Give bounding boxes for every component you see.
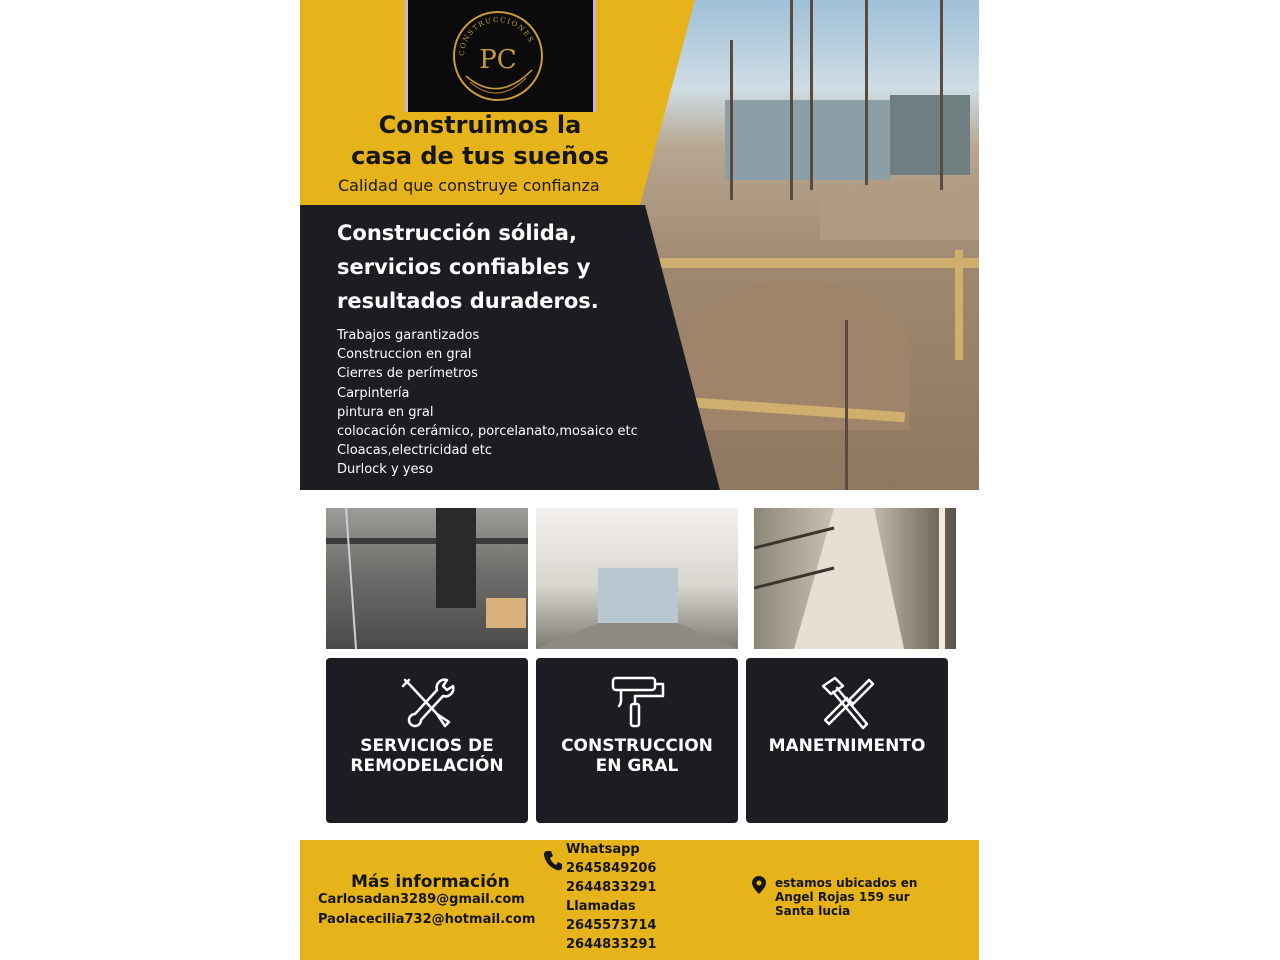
- hero-title: [330, 110, 630, 172]
- card-title-line: REMODELACIÓN: [350, 756, 504, 776]
- dirt-mound: [820, 180, 979, 240]
- phone-icon: [543, 850, 563, 872]
- service-card-remodel: [326, 658, 528, 823]
- phone-number[interactable]: 2644833291: [566, 937, 657, 952]
- phone-label: Whatsapp: [566, 842, 640, 857]
- wood-beam: [660, 258, 979, 268]
- rebar: [730, 40, 733, 200]
- rebar: [810, 0, 813, 190]
- address-line: estamos ubicados en: [775, 876, 918, 890]
- services-headline: [337, 216, 677, 318]
- photo-illustration: [536, 508, 738, 649]
- phone-number[interactable]: 2645573714: [566, 918, 657, 933]
- headline-line: Construcción sólida,: [337, 221, 577, 245]
- list-item: pintura en gral: [337, 404, 434, 420]
- hero-title-line: casa de tus sueños: [351, 142, 609, 170]
- hero-tagline: Calidad que construye confianza: [338, 176, 600, 195]
- phone-label: Llamadas: [566, 899, 636, 914]
- photo-illustration: [326, 508, 528, 649]
- logo-ring-text: CONSTRUCCIONES: [457, 15, 536, 57]
- list-item: Cloacas,electricidad etc: [337, 443, 493, 459]
- hammer-chisel-icon: [817, 674, 877, 732]
- wood-post: [955, 250, 963, 360]
- card-title: [542, 736, 732, 776]
- gallery-photo-hallway: [754, 508, 956, 649]
- location-pin-icon: [752, 876, 766, 894]
- logo-initials: PC: [479, 45, 517, 75]
- services-panel: [337, 216, 677, 480]
- list-item: Trabajos garantizados: [337, 328, 480, 343]
- list-item: colocación cerámico, porcelanato,mosaico etc: [337, 424, 638, 440]
- card-title-line: SERVICIOS DE: [360, 736, 494, 756]
- phone-number[interactable]: 2644833291: [566, 880, 657, 895]
- hero-section: [300, 0, 979, 490]
- paint-roller-icon: [607, 674, 667, 732]
- wrench-screwdriver-icon: [397, 674, 457, 732]
- card-title: [752, 736, 942, 756]
- phone-number[interactable]: 2645849206: [566, 861, 657, 876]
- photo-illustration: [754, 508, 956, 649]
- address-line: Angel Rojas 159 sur: [775, 890, 910, 904]
- contact-footer: [300, 840, 979, 960]
- card-title-line: CONSTRUCCION: [561, 736, 713, 756]
- list-item: Construccion en gral: [337, 347, 472, 363]
- gallery-photo-carpentry: [326, 508, 528, 649]
- email-link[interactable]: Carlosadan3289@gmail.com: [318, 892, 525, 907]
- list-item: Cierres de perímetros: [337, 366, 478, 382]
- services-list: [337, 326, 677, 480]
- service-card-construction: [536, 658, 738, 823]
- card-title-line: EN GRAL: [595, 756, 679, 776]
- list-item: Durlock y yeso: [337, 462, 434, 478]
- logo: [405, 0, 596, 112]
- card-title-line: MANETNIMENTO: [768, 736, 926, 756]
- phone-list: [566, 840, 656, 954]
- container-shape: [890, 95, 970, 175]
- logo-emblem-icon: [446, 6, 550, 106]
- rebar: [790, 0, 793, 200]
- rebar: [865, 0, 868, 185]
- email-link[interactable]: Paolacecilia732@hotmail.com: [318, 912, 536, 927]
- service-card-maintenance: [746, 658, 948, 823]
- rebar: [845, 320, 848, 490]
- headline-line: resultados duraderos.: [337, 289, 599, 313]
- card-title: [332, 736, 522, 776]
- location-address: [775, 876, 945, 918]
- address-line: Santa lucia: [775, 904, 851, 918]
- list-item: Carpintería: [337, 385, 410, 401]
- gallery-photo-interior: [536, 508, 738, 649]
- hero-title-line: Construimos la: [378, 111, 582, 139]
- more-info-title: Más información: [351, 872, 510, 892]
- headline-line: servicios confiables y: [337, 255, 591, 279]
- flyer: [300, 0, 979, 960]
- rebar: [940, 0, 943, 190]
